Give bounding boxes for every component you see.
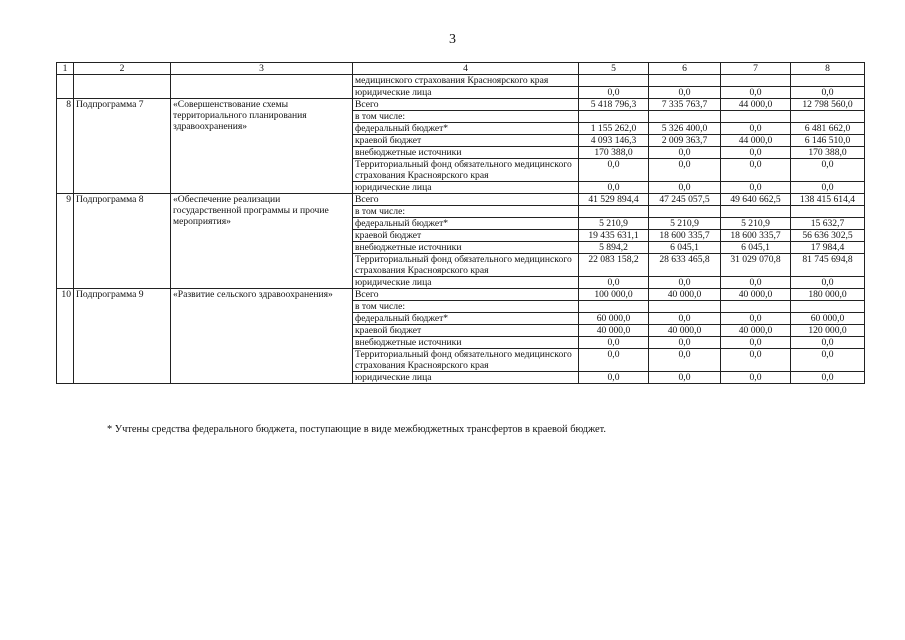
row-label: Территориальный фонд обязательного медицинского страхования Красноярского края [353, 254, 579, 277]
value-cell: 0,0 [721, 147, 791, 159]
value-cell: 0,0 [721, 313, 791, 325]
value-cell: 41 529 894,4 [579, 194, 649, 206]
value-cell: 4 093 146,3 [579, 135, 649, 147]
value-cell [721, 301, 791, 313]
value-cell: 6 045,1 [721, 242, 791, 254]
value-cell: 0,0 [791, 349, 865, 372]
value-cell [649, 75, 721, 87]
value-cell: 5 210,9 [721, 218, 791, 230]
value-cell: 0,0 [579, 277, 649, 289]
program-title: «Совершенствование схемы территориального планирования здравоохранения» [171, 99, 353, 194]
value-cell [791, 111, 865, 123]
program-number: 9 [57, 194, 74, 289]
row-label: в том числе: [353, 301, 579, 313]
footnote: * Учтены средства федерального бюджета, поступающие в виде межбюджетных трансфертов в краевой бюджет. [107, 424, 607, 435]
header-cell: 3 [171, 63, 353, 75]
value-cell: 180 000,0 [791, 289, 865, 301]
row-label: юридические лица [353, 182, 579, 194]
value-cell [791, 301, 865, 313]
program-title: «Обеспечение реализации государственной программы и прочие мероприятия» [171, 194, 353, 289]
value-cell [649, 301, 721, 313]
program-name-cell [74, 75, 171, 99]
value-cell: 5 210,9 [649, 218, 721, 230]
value-cell: 0,0 [649, 313, 721, 325]
header-cell: 2 [74, 63, 171, 75]
table-row [57, 99, 865, 111]
value-cell [579, 75, 649, 87]
value-cell: 40 000,0 [721, 289, 791, 301]
value-cell: 6 045,1 [649, 242, 721, 254]
value-cell: 0,0 [721, 87, 791, 99]
value-cell: 0,0 [649, 159, 721, 182]
row-label: юридические лица [353, 277, 579, 289]
value-cell: 0,0 [721, 123, 791, 135]
value-cell: 2 009 363,7 [649, 135, 721, 147]
program-number: 8 [57, 99, 74, 194]
row-label: Территориальный фонд обязательного медицинского страхования Красноярского края [353, 159, 579, 182]
value-cell: 0,0 [791, 87, 865, 99]
value-cell: 0,0 [649, 182, 721, 194]
value-cell: 17 984,4 [791, 242, 865, 254]
value-cell: 0,0 [579, 349, 649, 372]
value-cell: 81 745 694,8 [791, 254, 865, 277]
value-cell: 40 000,0 [721, 325, 791, 337]
value-cell: 6 146 510,0 [791, 135, 865, 147]
row-label: Всего [353, 194, 579, 206]
value-cell: 60 000,0 [579, 313, 649, 325]
value-cell: 0,0 [649, 87, 721, 99]
program-name: Подпрограмма 7 [74, 99, 171, 194]
row-label: краевой бюджет [353, 135, 579, 147]
value-cell: 60 000,0 [791, 313, 865, 325]
row-label: федеральный бюджет* [353, 313, 579, 325]
value-cell: 0,0 [649, 337, 721, 349]
value-cell: 18 600 335,7 [649, 230, 721, 242]
header-cell: 4 [353, 63, 579, 75]
value-cell [791, 75, 865, 87]
row-label: в том числе: [353, 111, 579, 123]
row-label: федеральный бюджет* [353, 218, 579, 230]
value-cell: 40 000,0 [579, 325, 649, 337]
row-label: федеральный бюджет* [353, 123, 579, 135]
value-cell: 44 000,0 [721, 135, 791, 147]
value-cell: 0,0 [579, 87, 649, 99]
value-cell: 0,0 [579, 337, 649, 349]
header-cell: 7 [721, 63, 791, 75]
program-title: «Развитие сельского здравоохранения» [171, 289, 353, 384]
row-label: юридические лица [353, 87, 579, 99]
value-cell: 5 418 796,3 [579, 99, 649, 111]
page-number: 3 [449, 32, 456, 47]
value-cell: 138 415 614,4 [791, 194, 865, 206]
value-cell: 22 083 158,2 [579, 254, 649, 277]
value-cell: 0,0 [791, 372, 865, 384]
value-cell [791, 206, 865, 218]
value-cell: 170 388,0 [579, 147, 649, 159]
value-cell: 0,0 [721, 372, 791, 384]
row-label: Всего [353, 99, 579, 111]
value-cell: 120 000,0 [791, 325, 865, 337]
index-cell [57, 75, 74, 99]
value-cell: 0,0 [721, 182, 791, 194]
value-cell: 0,0 [791, 337, 865, 349]
row-label: в том числе: [353, 206, 579, 218]
row-label: внебюджетные источники [353, 242, 579, 254]
value-cell: 0,0 [791, 159, 865, 182]
value-cell: 40 000,0 [649, 325, 721, 337]
value-cell: 47 245 057,5 [649, 194, 721, 206]
header-row [57, 63, 865, 75]
header-cell: 6 [649, 63, 721, 75]
value-cell: 0,0 [649, 349, 721, 372]
row-label: внебюджетные источники [353, 337, 579, 349]
value-cell [579, 206, 649, 218]
value-cell: 5 326 400,0 [649, 123, 721, 135]
row-label: Всего [353, 289, 579, 301]
value-cell: 7 335 763,7 [649, 99, 721, 111]
table-row [57, 194, 865, 206]
value-cell: 0,0 [579, 182, 649, 194]
header-cell: 1 [57, 63, 74, 75]
value-cell: 0,0 [721, 277, 791, 289]
value-cell: 1 155 262,0 [579, 123, 649, 135]
value-cell [649, 111, 721, 123]
value-cell: 6 481 662,0 [791, 123, 865, 135]
row-label: Территориальный фонд обязательного медицинского страхования Красноярского края [353, 349, 579, 372]
value-cell: 18 600 335,7 [721, 230, 791, 242]
value-cell: 49 640 662,5 [721, 194, 791, 206]
table-body [57, 63, 865, 384]
value-cell [579, 111, 649, 123]
row-label: краевой бюджет [353, 230, 579, 242]
value-cell [721, 206, 791, 218]
value-cell: 0,0 [579, 159, 649, 182]
value-cell: 31 029 070,8 [721, 254, 791, 277]
program-name: Подпрограмма 8 [74, 194, 171, 289]
header-cell: 5 [579, 63, 649, 75]
value-cell: 0,0 [649, 277, 721, 289]
value-cell [721, 75, 791, 87]
value-cell: 12 798 560,0 [791, 99, 865, 111]
row-label: краевой бюджет [353, 325, 579, 337]
program-name: Подпрограмма 9 [74, 289, 171, 384]
value-cell: 19 435 631,1 [579, 230, 649, 242]
value-cell: 0,0 [649, 372, 721, 384]
value-cell [649, 206, 721, 218]
value-cell: 0,0 [791, 182, 865, 194]
row-label: медицинского страхования Красноярского края [353, 75, 579, 87]
header-cell: 8 [791, 63, 865, 75]
value-cell: 5 894,2 [579, 242, 649, 254]
value-cell: 170 388,0 [791, 147, 865, 159]
value-cell [579, 301, 649, 313]
program-number: 10 [57, 289, 74, 384]
value-cell: 28 633 465,8 [649, 254, 721, 277]
value-cell: 0,0 [579, 372, 649, 384]
value-cell [721, 111, 791, 123]
value-cell: 0,0 [721, 349, 791, 372]
value-cell: 56 636 302,5 [791, 230, 865, 242]
program-title-cell [171, 75, 353, 99]
row-label: внебюджетные источники [353, 147, 579, 159]
value-cell: 0,0 [721, 337, 791, 349]
value-cell: 40 000,0 [649, 289, 721, 301]
value-cell: 0,0 [791, 277, 865, 289]
value-cell: 0,0 [649, 147, 721, 159]
table-row [57, 289, 865, 301]
table-row [57, 75, 865, 87]
value-cell: 0,0 [721, 159, 791, 182]
budget-table [56, 62, 865, 384]
value-cell: 100 000,0 [579, 289, 649, 301]
value-cell: 5 210,9 [579, 218, 649, 230]
value-cell: 44 000,0 [721, 99, 791, 111]
row-label: юридические лица [353, 372, 579, 384]
value-cell: 15 632,7 [791, 218, 865, 230]
